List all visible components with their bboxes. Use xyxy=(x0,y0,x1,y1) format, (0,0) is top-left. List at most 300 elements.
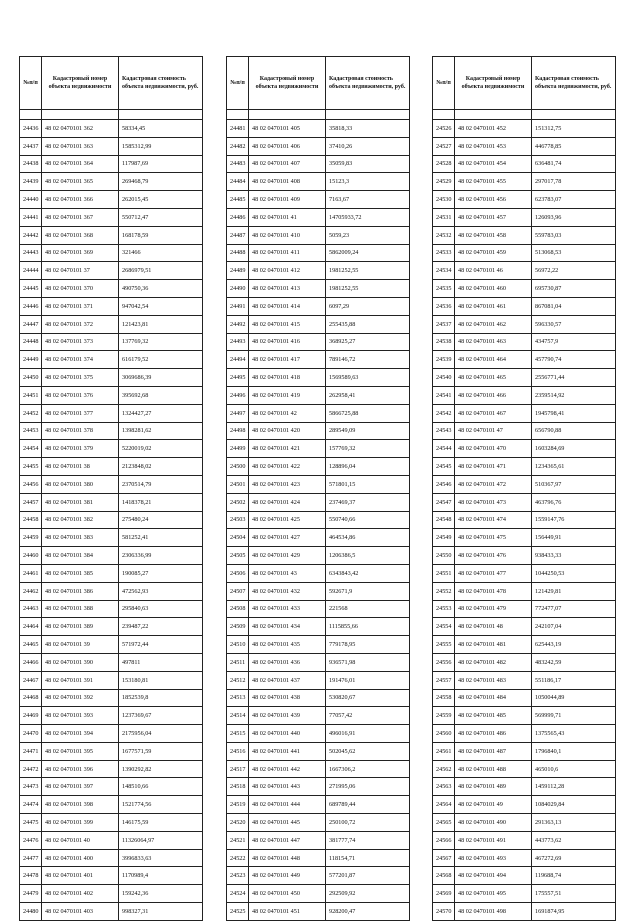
row-index-cell: 24525 xyxy=(227,903,249,921)
cadastral-number-cell: 48 02 0470101 386 xyxy=(42,582,119,600)
row-index-cell: 24467 xyxy=(20,671,42,689)
row-index-cell: 24446 xyxy=(20,297,42,315)
row-index-cell: 24477 xyxy=(20,849,42,867)
cadastral-value-cell: 1852539,8 xyxy=(119,689,203,707)
row-index-cell: 24501 xyxy=(227,475,249,493)
row-index-cell: 24502 xyxy=(227,493,249,511)
cadastral-number-cell: 48 02 0470101 423 xyxy=(249,475,326,493)
table-row xyxy=(20,636,203,654)
cadastral-value-cell: 148510,66 xyxy=(119,778,203,796)
table-row xyxy=(20,173,203,191)
cadastral-number-cell: 48 02 0470101 402 xyxy=(42,885,119,903)
cadastral-value-cell: 1324427,27 xyxy=(119,404,203,422)
cadastral-number-cell: 48 02 0470101 448 xyxy=(249,849,326,867)
header-row xyxy=(227,57,410,110)
row-index-cell: 24506 xyxy=(227,564,249,582)
cadastral-value-cell: 1115855,66 xyxy=(326,618,410,636)
table-row xyxy=(433,796,616,814)
cadastral-number-cell: 48 02 0470101 378 xyxy=(42,422,119,440)
table-row xyxy=(227,475,410,493)
cadastral-value-cell: 1559147,76 xyxy=(532,511,616,529)
table-row xyxy=(227,814,410,832)
cadastral-number-cell: 48 02 0470101 48 xyxy=(455,618,532,636)
cadastral-value-cell: 571801,15 xyxy=(326,475,410,493)
cadastral-value-cell: 938433,33 xyxy=(532,547,616,565)
row-index-cell: 24461 xyxy=(20,564,42,582)
cadastral-number-cell: 48 02 0470101 374 xyxy=(42,351,119,369)
row-index-cell: 24557 xyxy=(433,671,455,689)
row-index-cell: 24514 xyxy=(227,707,249,725)
cadastral-value-cell: 117987,69 xyxy=(119,155,203,173)
table-row xyxy=(227,760,410,778)
cadastral-value-cell: 1569589,63 xyxy=(326,369,410,387)
cadastral-number-cell: 48 02 0470101 435 xyxy=(249,636,326,654)
row-index-cell: 24465 xyxy=(20,636,42,654)
row-index-cell: 24520 xyxy=(227,814,249,832)
cadastral-number-cell: 48 02 0470101 444 xyxy=(249,796,326,814)
table-row xyxy=(20,653,203,671)
cadastral-value-cell: 295840,63 xyxy=(119,600,203,618)
cadastral-value-cell: 467272,69 xyxy=(532,849,616,867)
table-row xyxy=(433,582,616,600)
table-row xyxy=(227,208,410,226)
row-index-cell: 24516 xyxy=(227,742,249,760)
cadastral-number-cell: 48 02 0470101 457 xyxy=(455,208,532,226)
cadastral-number-cell: 48 02 0470101 418 xyxy=(249,369,326,387)
cadastral-value-cell: 5220019,02 xyxy=(119,440,203,458)
cadastral-number-cell: 48 02 0470101 393 xyxy=(42,707,119,725)
table-row xyxy=(433,173,616,191)
row-index-cell: 24480 xyxy=(20,903,42,921)
table-row xyxy=(227,333,410,351)
cadastral-value-cell: 457790,74 xyxy=(532,351,616,369)
table-row xyxy=(227,547,410,565)
table-row xyxy=(20,244,203,262)
cadastral-value-cell: 947042,54 xyxy=(119,297,203,315)
row-index-cell: 24546 xyxy=(433,475,455,493)
cadastral-value-cell: 168178,59 xyxy=(119,226,203,244)
cadastral-number-cell: 48 02 0470101 453 xyxy=(455,137,532,155)
row-index-cell: 24458 xyxy=(20,511,42,529)
cadastral-value-cell: 121429,81 xyxy=(532,582,616,600)
cadastral-value-cell: 5059,23 xyxy=(326,226,410,244)
row-index-cell: 24565 xyxy=(433,814,455,832)
row-index-cell: 24455 xyxy=(20,458,42,476)
row-index-cell: 24487 xyxy=(227,226,249,244)
table-row xyxy=(433,440,616,458)
table-row xyxy=(20,903,203,921)
cadastral-number-cell: 48 02 0470101 399 xyxy=(42,814,119,832)
cadastral-number-cell: 48 02 0470101 433 xyxy=(249,600,326,618)
table-row xyxy=(433,120,616,138)
cadastral-value-cell: 221568 xyxy=(326,600,410,618)
table-row xyxy=(20,155,203,173)
table-row xyxy=(433,725,616,743)
cadastral-number-cell: 48 02 0470101 489 xyxy=(455,778,532,796)
cadastral-value-cell: 772477,07 xyxy=(532,600,616,618)
row-index-cell: 24450 xyxy=(20,369,42,387)
row-index-cell: 24483 xyxy=(227,155,249,173)
row-index-cell: 24507 xyxy=(227,582,249,600)
table-row xyxy=(20,814,203,832)
table-row xyxy=(433,404,616,422)
row-index-cell: 24463 xyxy=(20,600,42,618)
cadastral-value-cell: 275480,24 xyxy=(119,511,203,529)
cadastral-value-cell: 867081,04 xyxy=(532,297,616,315)
cadastral-value-cell: 1418378,21 xyxy=(119,493,203,511)
row-index-cell: 24540 xyxy=(433,369,455,387)
cadastral-number-cell: 48 02 0470101 388 xyxy=(42,600,119,618)
row-index-cell: 24473 xyxy=(20,778,42,796)
cadastral-number-cell: 48 02 0470101 495 xyxy=(455,885,532,903)
cadastral-number-cell: 48 02 0470101 483 xyxy=(455,671,532,689)
cadastral-number-cell: 48 02 0470101 461 xyxy=(455,297,532,315)
cadastral-number-cell: 48 02 0470101 475 xyxy=(455,529,532,547)
row-index-cell: 24494 xyxy=(227,351,249,369)
cadastral-value-cell: 1945798,41 xyxy=(532,404,616,422)
cadastral-number-cell: 48 02 0470101 414 xyxy=(249,297,326,315)
table-row xyxy=(20,493,203,511)
cadastral-number-cell: 48 02 0470101 379 xyxy=(42,440,119,458)
cadastral-value-cell: 443773,62 xyxy=(532,831,616,849)
cadastral-value-cell: 472562,93 xyxy=(119,582,203,600)
cadastral-value-cell: 35818,33 xyxy=(326,120,410,138)
row-index-cell: 24481 xyxy=(227,120,249,138)
spacer-row xyxy=(20,110,203,120)
cadastral-number-cell: 48 02 0470101 443 xyxy=(249,778,326,796)
cadastral-number-cell: 48 02 0470101 419 xyxy=(249,386,326,404)
table-row xyxy=(20,511,203,529)
row-index-cell: 24454 xyxy=(20,440,42,458)
cadastral-number-cell: 48 02 0470101 442 xyxy=(249,760,326,778)
cadastral-value-cell: 1084029,84 xyxy=(532,796,616,814)
cadastral-value-cell: 496016,91 xyxy=(326,725,410,743)
row-index-cell: 24466 xyxy=(20,653,42,671)
table-row xyxy=(20,386,203,404)
cadastral-value-cell: 656790,88 xyxy=(532,422,616,440)
cadastral-value-cell: 297017,78 xyxy=(532,173,616,191)
row-index-cell: 24509 xyxy=(227,618,249,636)
cadastral-number-cell: 48 02 0470101 450 xyxy=(249,885,326,903)
table-row xyxy=(20,422,203,440)
row-index-cell: 24489 xyxy=(227,262,249,280)
row-index-cell: 24558 xyxy=(433,689,455,707)
row-index-cell: 24451 xyxy=(20,386,42,404)
cadastral-number-cell: 48 02 0470101 437 xyxy=(249,671,326,689)
cadastral-value-cell: 1044250,53 xyxy=(532,564,616,582)
row-index-cell: 24532 xyxy=(433,226,455,244)
cadastral-value-cell: 1691874,95 xyxy=(532,903,616,921)
cadastral-number-cell: 48 02 0470101 456 xyxy=(455,191,532,209)
cadastral-value-cell: 291363,13 xyxy=(532,814,616,832)
row-index-cell: 24552 xyxy=(433,582,455,600)
table-row xyxy=(433,689,616,707)
table-row xyxy=(227,742,410,760)
cadastral-value-cell: 1170989,4 xyxy=(119,867,203,885)
cadastral-value-cell: 1390292,82 xyxy=(119,760,203,778)
cadastral-value-cell: 695730,87 xyxy=(532,280,616,298)
cadastral-value-cell: 1237369,67 xyxy=(119,707,203,725)
header-cadastral-value: Кадастровая стоимость объекта недвижимости, руб. xyxy=(532,57,616,110)
table-row xyxy=(433,885,616,903)
cadastral-value-cell: 998327,31 xyxy=(119,903,203,921)
table-row xyxy=(20,564,203,582)
cadastral-value-cell: 119688,74 xyxy=(532,867,616,885)
cadastral-number-cell: 48 02 0470101 494 xyxy=(455,867,532,885)
row-index-cell: 24490 xyxy=(227,280,249,298)
cadastral-value-cell: 250100,72 xyxy=(326,814,410,832)
cadastral-number-cell: 48 02 0470101 392 xyxy=(42,689,119,707)
row-index-cell: 24436 xyxy=(20,120,42,138)
cadastral-number-cell: 48 02 0470101 429 xyxy=(249,547,326,565)
cadastral-value-cell: 395692,68 xyxy=(119,386,203,404)
cadastral-value-cell: 1398281,62 xyxy=(119,422,203,440)
cadastral-number-cell: 48 02 0470101 476 xyxy=(455,547,532,565)
cadastral-value-cell: 77057,42 xyxy=(326,707,410,725)
cadastral-value-cell: 616179,52 xyxy=(119,351,203,369)
cadastral-number-cell: 48 02 0470101 367 xyxy=(42,208,119,226)
cadastral-value-cell: 689789,44 xyxy=(326,796,410,814)
row-index-cell: 24530 xyxy=(433,191,455,209)
cadastral-number-cell: 48 02 0470101 41 xyxy=(249,208,326,226)
cadastral-table-1 xyxy=(19,56,203,921)
table-row xyxy=(20,137,203,155)
header-index: №п/п xyxy=(433,57,455,110)
table-row xyxy=(20,725,203,743)
table-row xyxy=(227,404,410,422)
row-index-cell: 24442 xyxy=(20,226,42,244)
table-row xyxy=(227,564,410,582)
table-row xyxy=(227,511,410,529)
cadastral-value-cell: 151312,75 xyxy=(532,120,616,138)
cadastral-value-cell: 1677571,59 xyxy=(119,742,203,760)
row-index-cell: 24464 xyxy=(20,618,42,636)
cadastral-number-cell: 48 02 0470101 390 xyxy=(42,653,119,671)
row-index-cell: 24444 xyxy=(20,262,42,280)
cadastral-value-cell: 577201,87 xyxy=(326,867,410,885)
row-index-cell: 24570 xyxy=(433,903,455,921)
cadastral-number-cell: 48 02 0470101 372 xyxy=(42,315,119,333)
table-row xyxy=(433,280,616,298)
cadastral-number-cell: 48 02 0470101 39 xyxy=(42,636,119,654)
cadastral-number-cell: 48 02 0470101 445 xyxy=(249,814,326,832)
table-row xyxy=(433,315,616,333)
row-index-cell: 24470 xyxy=(20,725,42,743)
cadastral-value-cell: 255435,88 xyxy=(326,315,410,333)
row-index-cell: 24541 xyxy=(433,386,455,404)
cadastral-number-cell: 48 02 0470101 381 xyxy=(42,493,119,511)
cadastral-value-cell: 137769,32 xyxy=(119,333,203,351)
cadastral-number-cell: 48 02 0470101 400 xyxy=(42,849,119,867)
cadastral-number-cell: 48 02 0470101 478 xyxy=(455,582,532,600)
table-row xyxy=(433,529,616,547)
row-index-cell: 24531 xyxy=(433,208,455,226)
row-index-cell: 24556 xyxy=(433,653,455,671)
row-index-cell: 24550 xyxy=(433,547,455,565)
cadastral-number-cell: 48 02 0470101 405 xyxy=(249,120,326,138)
cadastral-number-cell: 48 02 0470101 485 xyxy=(455,707,532,725)
row-index-cell: 24560 xyxy=(433,725,455,743)
cadastral-value-cell: 191476,01 xyxy=(326,671,410,689)
table-row xyxy=(433,262,616,280)
cadastral-value-cell: 128896,04 xyxy=(326,458,410,476)
cadastral-number-cell: 48 02 0470101 47 xyxy=(455,422,532,440)
cadastral-number-cell: 48 02 0470101 398 xyxy=(42,796,119,814)
cadastral-number-cell: 48 02 0470101 49 xyxy=(455,796,532,814)
row-index-cell: 24437 xyxy=(20,137,42,155)
cadastral-value-cell: 2123848,02 xyxy=(119,458,203,476)
table-row xyxy=(433,903,616,921)
cadastral-number-cell: 48 02 0470101 470 xyxy=(455,440,532,458)
table-row xyxy=(20,547,203,565)
spacer-row xyxy=(433,110,616,120)
row-index-cell: 24491 xyxy=(227,297,249,315)
cadastral-number-cell: 48 02 0470101 459 xyxy=(455,244,532,262)
table-row xyxy=(433,653,616,671)
row-index-cell: 24515 xyxy=(227,725,249,743)
cadastral-value-cell: 2306336,99 xyxy=(119,547,203,565)
row-index-cell: 24524 xyxy=(227,885,249,903)
table-row xyxy=(20,796,203,814)
table-row xyxy=(433,351,616,369)
table-row xyxy=(227,280,410,298)
row-index-cell: 24518 xyxy=(227,778,249,796)
table-row xyxy=(227,529,410,547)
row-index-cell: 24543 xyxy=(433,422,455,440)
cadastral-value-cell: 1521774,56 xyxy=(119,796,203,814)
row-index-cell: 24566 xyxy=(433,831,455,849)
cadastral-value-cell: 581252,41 xyxy=(119,529,203,547)
cadastral-value-cell: 146175,59 xyxy=(119,814,203,832)
cadastral-number-cell: 48 02 0470101 439 xyxy=(249,707,326,725)
row-index-cell: 24522 xyxy=(227,849,249,867)
table-row xyxy=(20,760,203,778)
cadastral-value-cell: 497811 xyxy=(119,653,203,671)
cadastral-number-cell: 48 02 0470101 463 xyxy=(455,333,532,351)
cadastral-number-cell: 48 02 0470101 389 xyxy=(42,618,119,636)
cadastral-value-cell: 58334,45 xyxy=(119,120,203,138)
table-row xyxy=(20,315,203,333)
row-index-cell: 24492 xyxy=(227,315,249,333)
header-cadastral-value: Кадастровая стоимость объекта недвижимости, руб. xyxy=(326,57,410,110)
table-row xyxy=(227,600,410,618)
header-cadastral-number: Кадастровый номер объекта недвижимости xyxy=(42,57,119,110)
cadastral-number-cell: 48 02 0470101 395 xyxy=(42,742,119,760)
cadastral-number-cell: 48 02 0470101 477 xyxy=(455,564,532,582)
table-row xyxy=(227,582,410,600)
row-index-cell: 24544 xyxy=(433,440,455,458)
row-index-cell: 24563 xyxy=(433,778,455,796)
cadastral-number-cell: 48 02 0470101 416 xyxy=(249,333,326,351)
cadastral-number-cell: 48 02 0470101 370 xyxy=(42,280,119,298)
cadastral-number-cell: 48 02 0470101 415 xyxy=(249,315,326,333)
table-row xyxy=(433,547,616,565)
row-index-cell: 24468 xyxy=(20,689,42,707)
cadastral-number-cell: 48 02 0470101 364 xyxy=(42,155,119,173)
row-index-cell: 24475 xyxy=(20,814,42,832)
table-row xyxy=(227,137,410,155)
cadastral-value-cell: 239487,22 xyxy=(119,618,203,636)
table-row xyxy=(227,386,410,404)
cadastral-number-cell: 48 02 0470101 37 xyxy=(42,262,119,280)
row-index-cell: 24519 xyxy=(227,796,249,814)
cadastral-value-cell: 1234365,61 xyxy=(532,458,616,476)
cadastral-value-cell: 571972,44 xyxy=(119,636,203,654)
cadastral-number-cell: 48 02 0470101 436 xyxy=(249,653,326,671)
cadastral-value-cell: 190085,27 xyxy=(119,564,203,582)
cadastral-number-cell: 48 02 0470101 451 xyxy=(249,903,326,921)
cadastral-table-2 xyxy=(226,56,410,921)
cadastral-value-cell: 321466 xyxy=(119,244,203,262)
table-row xyxy=(227,867,410,885)
cadastral-number-cell: 48 02 0470101 427 xyxy=(249,529,326,547)
cadastral-number-cell: 48 02 0470101 375 xyxy=(42,369,119,387)
cadastral-value-cell: 153180,81 xyxy=(119,671,203,689)
table-row xyxy=(227,885,410,903)
table-row xyxy=(20,262,203,280)
table-row xyxy=(433,422,616,440)
table-row xyxy=(227,120,410,138)
table-row xyxy=(20,849,203,867)
cadastral-value-cell: 530820,67 xyxy=(326,689,410,707)
cadastral-value-cell: 37410,26 xyxy=(326,137,410,155)
table-row xyxy=(433,849,616,867)
row-index-cell: 24526 xyxy=(433,120,455,138)
cadastral-number-cell: 48 02 0470101 491 xyxy=(455,831,532,849)
row-index-cell: 24439 xyxy=(20,173,42,191)
row-index-cell: 24569 xyxy=(433,885,455,903)
table-row xyxy=(227,440,410,458)
row-index-cell: 24505 xyxy=(227,547,249,565)
row-index-cell: 24547 xyxy=(433,493,455,511)
table-row xyxy=(227,226,410,244)
table-row xyxy=(227,653,410,671)
cadastral-number-cell: 48 02 0470101 391 xyxy=(42,671,119,689)
cadastral-number-cell: 48 02 0470101 449 xyxy=(249,867,326,885)
table-row xyxy=(433,458,616,476)
cadastral-value-cell: 2175956,04 xyxy=(119,725,203,743)
table-row xyxy=(227,422,410,440)
cadastral-number-cell: 48 02 0470101 403 xyxy=(42,903,119,921)
cadastral-value-cell: 513068,53 xyxy=(532,244,616,262)
row-index-cell: 24523 xyxy=(227,867,249,885)
row-index-cell: 24445 xyxy=(20,280,42,298)
table-row xyxy=(433,867,616,885)
cadastral-number-cell: 48 02 0470101 412 xyxy=(249,262,326,280)
table-row xyxy=(20,297,203,315)
table-row xyxy=(433,155,616,173)
cadastral-value-cell: 936571,98 xyxy=(326,653,410,671)
cadastral-value-cell: 789146,72 xyxy=(326,351,410,369)
table-row xyxy=(433,778,616,796)
cadastral-value-cell: 368925,27 xyxy=(326,333,410,351)
table-row xyxy=(433,707,616,725)
row-index-cell: 24498 xyxy=(227,422,249,440)
cadastral-number-cell: 48 02 0470101 42 xyxy=(249,404,326,422)
row-index-cell: 24496 xyxy=(227,386,249,404)
cadastral-number-cell: 48 02 0470101 410 xyxy=(249,226,326,244)
table-row xyxy=(20,618,203,636)
row-index-cell: 24441 xyxy=(20,208,42,226)
table-row xyxy=(433,511,616,529)
cadastral-number-cell: 48 02 0470101 362 xyxy=(42,120,119,138)
row-index-cell: 24453 xyxy=(20,422,42,440)
table-row xyxy=(433,191,616,209)
header-index: №п/п xyxy=(20,57,42,110)
row-index-cell: 24545 xyxy=(433,458,455,476)
row-index-cell: 24510 xyxy=(227,636,249,654)
table-row xyxy=(227,903,410,921)
